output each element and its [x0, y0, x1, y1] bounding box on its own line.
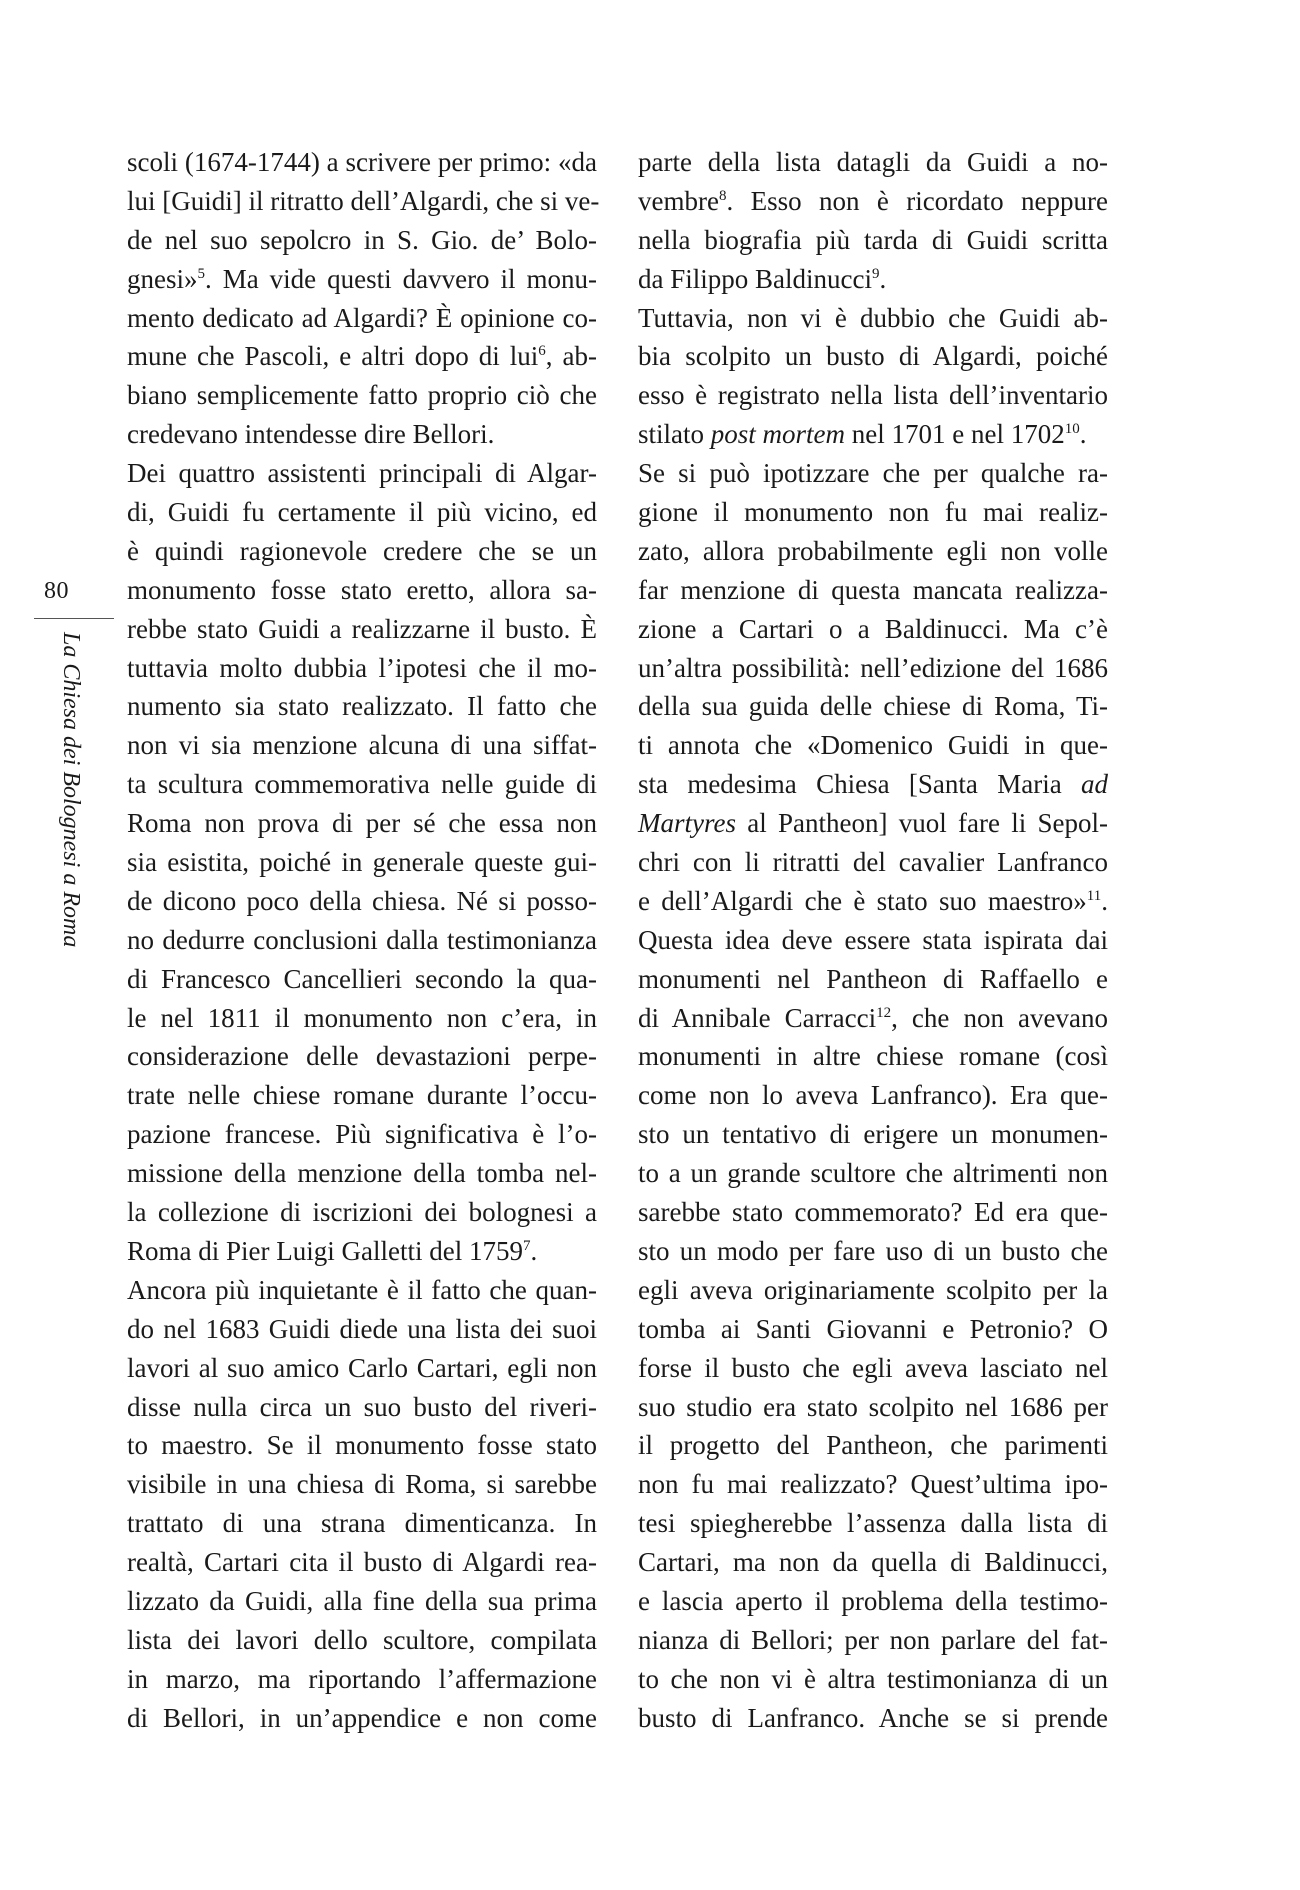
text-line — [638, 1076, 1108, 1115]
text-line — [638, 1349, 1108, 1388]
line-text: non fu mai realizzato? Quest’ultima ipo- — [638, 1469, 1108, 1500]
text-line — [638, 1193, 1108, 1232]
text-line — [127, 1037, 597, 1076]
text-line — [127, 1232, 597, 1271]
line-text: scoli (1674-1744) a scrivere per primo: «da — [127, 147, 597, 177]
text-line — [127, 1660, 597, 1699]
text-line — [127, 1076, 597, 1115]
line-text: realtà, Cartari cita il busto di Algardi rea- — [127, 1547, 597, 1578]
text-line — [127, 221, 597, 260]
line-text: egli aveva originariamente scolpito per la — [638, 1274, 1108, 1305]
text-line — [638, 221, 1108, 260]
text-line — [127, 337, 597, 376]
text-line — [638, 1621, 1108, 1660]
line-text: lavori al suo amico Carlo Cartari, egli non — [127, 1352, 597, 1383]
text-line — [127, 1699, 597, 1738]
line-text: Roma non prova di per sé che essa non — [127, 808, 597, 839]
text-line — [638, 726, 1108, 765]
line-text: e lascia aperto il problema della testimo- — [638, 1585, 1108, 1616]
text-line — [127, 687, 597, 726]
line-text: un’altra possibilità: nell’edizione del 1686 — [638, 652, 1108, 683]
footnote-marker: 8 — [718, 187, 727, 204]
line-text: to a un grande scultore che altrimenti non — [638, 1158, 1108, 1189]
line-text: come non lo aveva Lanfranco). Era que- — [638, 1080, 1108, 1111]
line-text: lui [Guidi] il ritratto dell’Algardi, che si ve- — [127, 185, 600, 216]
line-text: parte della lista datagli da Guidi a no- — [638, 147, 1108, 177]
line-text: la collezione di iscrizioni dei bolognesi a — [127, 1197, 597, 1228]
line-text: to che non vi è altra testimonianza di un — [638, 1663, 1108, 1694]
line-text: le nel 1811 il monumento non c’era, in — [127, 1002, 597, 1033]
text-line — [638, 1115, 1108, 1154]
line-text-continued: . Esso non è ricordato neppure — [726, 185, 1108, 216]
line-text: forse il busto che egli aveva lasciato nel — [638, 1352, 1108, 1383]
text-line — [127, 1388, 597, 1427]
text-line — [638, 493, 1108, 532]
line-text: de nel suo sepolcro in S. Gio. de’ Bolo- — [127, 224, 597, 255]
text-line — [127, 610, 597, 649]
text-line — [127, 376, 597, 415]
text-line — [638, 610, 1108, 649]
text-line — [638, 804, 1108, 843]
text-line — [127, 532, 597, 571]
line-text: biano semplicemente fatto proprio ciò che — [127, 380, 597, 411]
footnote-marker: 12 — [876, 1004, 892, 1021]
line-text: da Filippo Baldinucci — [638, 263, 872, 294]
text-line — [638, 1426, 1108, 1465]
line-text: ta scultura commemorativa nelle guide di — [127, 769, 597, 800]
line-text: sta medesima Chiesa [Santa Maria — [638, 769, 1081, 800]
line-text: di Annibale Carracci — [638, 1002, 877, 1033]
text-line — [638, 532, 1108, 571]
line-text: in marzo, ma riportando l’affermazione — [127, 1663, 597, 1694]
text-line — [638, 376, 1108, 415]
text-line — [127, 1543, 597, 1582]
text-line — [638, 571, 1108, 610]
line-text: è quindi ragionevole credere che se un — [127, 535, 597, 566]
line-text: credevano intendesse dire Bellori. — [127, 419, 495, 450]
line-text-continued: al Pantheon] vuol fare li Sepol- — [735, 808, 1108, 839]
text-line — [127, 1271, 597, 1310]
text-line — [638, 143, 1108, 182]
text-line — [127, 493, 597, 532]
text-line — [127, 1426, 597, 1465]
text-line — [127, 1154, 597, 1193]
text-line — [127, 1310, 597, 1349]
line-text: de dicono poco della chiesa. Né si posso- — [127, 885, 597, 916]
text-line — [638, 921, 1108, 960]
text-line — [127, 804, 597, 843]
line-text: nella biografia più tarda di Guidi scritta — [638, 224, 1108, 255]
right-text-column — [638, 143, 1108, 1738]
line-text: nianza di Bellori; per non parlare del fat- — [638, 1624, 1108, 1655]
line-text-continued: . — [1101, 885, 1108, 916]
text-line — [127, 1465, 597, 1504]
text-line — [127, 882, 597, 921]
line-text: trate nelle chiese romane durante l’occu- — [127, 1080, 597, 1111]
line-text: to maestro. Se il monumento fosse stato — [127, 1430, 597, 1461]
line-text: esso è registrato nella lista dell’inventario — [638, 380, 1108, 411]
text-line — [638, 1037, 1108, 1076]
line-text: ti annota che «Domenico Guidi in que- — [638, 730, 1108, 761]
margin-rule — [34, 618, 114, 619]
text-line — [127, 260, 597, 299]
text-line — [127, 726, 597, 765]
text-line — [638, 1465, 1108, 1504]
text-line — [127, 299, 597, 338]
line-text: zato, allora probabilmente egli non volle — [638, 535, 1108, 566]
line-text-continued: , ab- — [545, 341, 597, 372]
text-line — [638, 1388, 1108, 1427]
line-text: mento dedicato ad Algardi? È opinione co- — [127, 302, 597, 333]
text-line — [638, 415, 1108, 454]
line-text: monumenti nel Pantheon di Raffaello e — [638, 963, 1108, 994]
page-number: 80 — [44, 578, 69, 604]
running-title: La Chiesa dei Bolognesi a Roma — [58, 632, 84, 948]
italic-text: ad — [1081, 769, 1108, 800]
text-line — [638, 1699, 1108, 1738]
text-line — [638, 1582, 1108, 1621]
line-text: zione a Cartari o a Baldinucci. Ma c’è — [638, 613, 1108, 644]
line-text-continued: . Ma vide questi davvero il monu- — [205, 263, 597, 294]
line-text: lista dei lavori dello scultore, compilata — [127, 1624, 597, 1655]
line-text: do nel 1683 Guidi diede una lista dei suoi — [127, 1313, 597, 1344]
italic-text: Martyres — [638, 808, 736, 839]
line-text: Ancora più inquietante è il fatto che quan- — [127, 1274, 597, 1305]
line-text: monumento fosse stato eretto, allora sa- — [127, 574, 597, 605]
text-line — [127, 649, 597, 688]
text-line — [638, 687, 1108, 726]
line-text: di Francesco Cancellieri secondo la qua- — [127, 963, 597, 994]
line-text: bia scolpito un busto di Algardi, poiché — [638, 341, 1108, 372]
text-line — [638, 1310, 1108, 1349]
line-text-continued: , che non avevano — [891, 1002, 1108, 1033]
left-text-column — [127, 143, 600, 1738]
line-text: sto un tentativo di erigere un monumen- — [638, 1119, 1108, 1150]
text-line — [638, 999, 1108, 1038]
line-text-continued: . — [879, 263, 887, 294]
text-line — [127, 921, 597, 960]
line-text-continued: . — [530, 1235, 538, 1266]
line-text: sarebbe stato commemorato? Ed era que- — [638, 1197, 1108, 1228]
text-line — [127, 999, 597, 1038]
line-text: monumenti in altre chiese romane (così — [638, 1041, 1108, 1072]
line-text: lizzato da Guidi, alla fine della sua prima — [127, 1585, 597, 1616]
text-line — [127, 1349, 597, 1388]
text-line — [127, 454, 597, 493]
line-text: Cartari, ma non da quella di Baldinucci, — [638, 1547, 1108, 1578]
line-text: Tuttavia, non vi è dubbio che Guidi ab- — [638, 302, 1108, 333]
footnote-marker: 5 — [197, 265, 205, 282]
text-line — [127, 1504, 597, 1543]
text-line — [638, 337, 1108, 376]
line-text: busto di Lanfranco. Anche se si prende — [638, 1702, 1108, 1733]
line-text: stilato — [638, 419, 711, 450]
line-text: vembre — [638, 185, 719, 216]
line-text-continued: nel 1701 e nel 1702 — [845, 419, 1065, 450]
line-text: numento sia stato realizzato. Il fatto che — [127, 691, 597, 722]
line-text: mune che Pascoli, e altri dopo di lui — [127, 341, 539, 372]
text-line — [127, 960, 597, 999]
line-text: di, Guidi fu certamente il più vicino, ed — [127, 497, 597, 528]
line-text: gione il monumento non fu mai realiz- — [638, 497, 1108, 528]
line-text: e dell’Algardi che è stato suo maestro» — [638, 885, 1087, 916]
line-text: no dedurre conclusioni dalla testimonianza — [127, 924, 597, 955]
text-line — [127, 182, 600, 221]
text-line — [127, 143, 597, 182]
text-line — [638, 765, 1108, 804]
line-text: disse nulla circa un suo busto del riveri- — [127, 1391, 597, 1422]
line-text: tuttavia molto dubbia l’ipotesi che il mo- — [127, 652, 597, 683]
text-line — [638, 843, 1108, 882]
line-text: il progetto del Pantheon, che parimenti — [638, 1430, 1108, 1461]
text-line — [638, 299, 1108, 338]
text-line — [127, 1193, 597, 1232]
line-text: Dei quattro assistenti principali di Algar- — [127, 458, 597, 489]
line-text: missione della menzione della tomba nel- — [127, 1158, 597, 1189]
line-text: considerazione delle devastazioni perpe- — [127, 1041, 597, 1072]
text-line — [638, 1543, 1108, 1582]
footnote-marker: 7 — [522, 1237, 531, 1254]
text-line — [127, 843, 597, 882]
line-text: tesi spiegherebbe l’assenza dalla lista di — [638, 1508, 1108, 1539]
text-line — [127, 765, 597, 804]
text-line — [638, 454, 1108, 493]
line-text: sia esistita, poiché in generale queste gui- — [127, 847, 597, 878]
footnote-marker: 6 — [538, 343, 546, 360]
line-text: far menzione di questa mancata realizza- — [638, 574, 1108, 605]
line-text: gnesi» — [127, 263, 198, 294]
text-line — [638, 260, 1108, 299]
text-line — [127, 1115, 597, 1154]
text-line — [638, 1504, 1108, 1543]
footnote-marker: 10 — [1064, 421, 1080, 438]
text-line — [127, 415, 597, 454]
text-line — [638, 1271, 1108, 1310]
line-text: Questa idea deve essere stata ispirata dai — [638, 924, 1108, 955]
line-text: non vi sia menzione alcuna di una siffat- — [127, 730, 597, 761]
line-text: Se si può ipotizzare che per qualche ra- — [638, 458, 1108, 489]
text-line — [127, 1621, 597, 1660]
footnote-marker: 9 — [871, 265, 880, 282]
line-text: trattato di una strana dimenticanza. In — [127, 1508, 597, 1539]
italic-text: post mortem — [710, 419, 845, 450]
line-text: sto un modo per fare uso di un busto che — [638, 1235, 1108, 1266]
line-text: pazione francese. Più significativa è l’o- — [127, 1119, 597, 1150]
text-line — [638, 1660, 1108, 1699]
line-text: rebbe stato Guidi a realizzarne il busto. È — [127, 613, 597, 644]
line-text: della sua guida delle chiese di Roma, Ti- — [638, 691, 1108, 722]
line-text: visibile in una chiesa di Roma, si sarebbe — [127, 1469, 597, 1500]
line-text: tomba ai Santi Giovanni e Petronio? O — [638, 1313, 1108, 1344]
line-text: Roma di Pier Luigi Galletti del 1759 — [127, 1235, 523, 1266]
line-text: di Bellori, in un’appendice e non come — [127, 1702, 597, 1733]
text-line — [127, 1582, 597, 1621]
text-line — [638, 960, 1108, 999]
line-text: chri con li ritratti del cavalier Lanfranco — [638, 847, 1108, 878]
text-line — [638, 649, 1108, 688]
text-line — [638, 182, 1108, 221]
line-text-continued: . — [1079, 419, 1087, 450]
footnote-marker: 11 — [1086, 887, 1102, 904]
text-line — [127, 571, 597, 610]
text-line — [638, 882, 1108, 921]
text-line — [638, 1154, 1108, 1193]
text-line — [638, 1232, 1108, 1271]
line-text: suo studio era stato scolpito nel 1686 per — [638, 1391, 1108, 1422]
